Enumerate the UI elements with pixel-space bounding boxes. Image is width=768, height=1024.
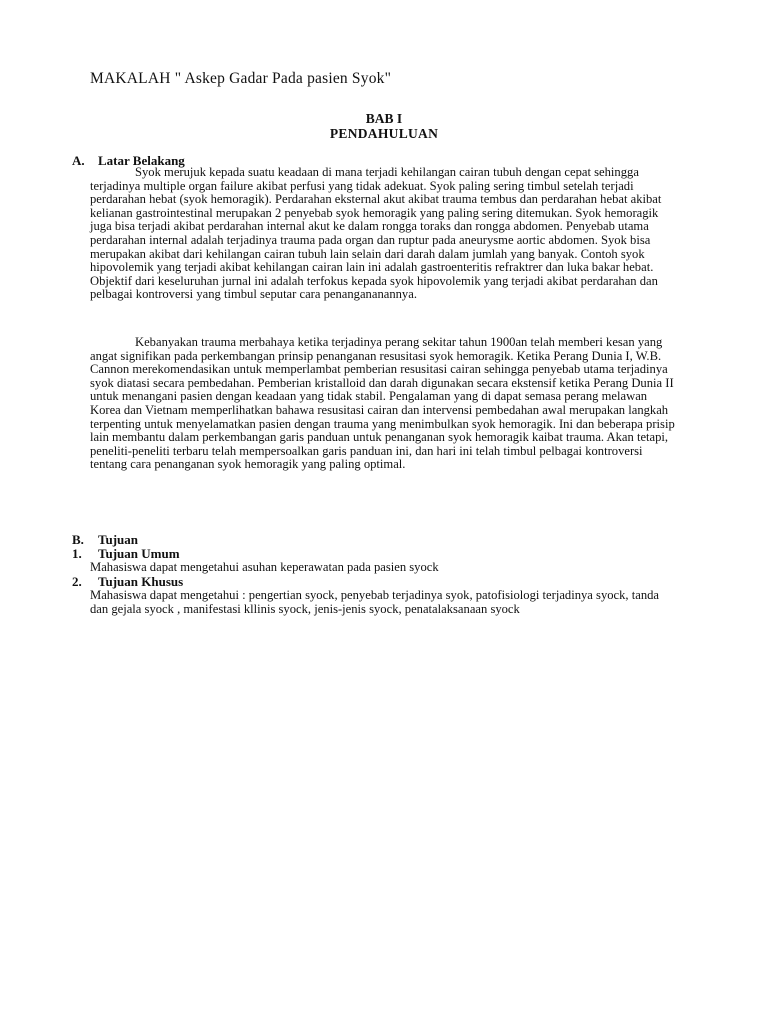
objective-specific-marker: 2. [72, 574, 82, 589]
section-a-marker: A. [72, 153, 85, 168]
objective-general-text: Mahasiswa dapat mengetahui asuhan keperawatan pada pasien syock [90, 560, 439, 574]
background-paragraph-2: Kebanyakan trauma merbahaya ketika terjadinya perang sekitar tahun 1900an telah memberi kesan yang angat signifikan pada perkembangan prinsip penanganan resusitasi syok hemoragik. Ketika Perang Dunia I, W.B. Cannon merekomendasikan untuk memperlambat pemberian resusitasi cairan sehingga penyebab utama terjadinya syok diatasi secara pembedahan. Pemberian kristalloid dan darah digunakan secara ekstensif ketika Perang Dunia II untuk menangani pasien dengan keadaan yang tidak stabil. Pengalaman yang di dapat semasa perang melawan Korea dan Vietnam memperlihatkan bahawa resusitasi cairan dan intervensi pembedahan awal merupakan langkah terpenting untuk menyelamatkan pasien dengan trauma yang menimbulkan syok hemoragik. Ini dan beberapa prisip lain membantu dalam perkembangan garis panduan untuk penanganan syok hemoragik kaibat trauma. Akan tetapi, peneliti-peneliti terbaru telah mempersoalkan garis panduan ini, dan hari ini telah timbul pelbagai kontroversi tentang cara penanganan syok hemoragik yang paling optimal. [90, 335, 675, 472]
objective-specific-title: Tujuan Khusus [98, 574, 184, 589]
section-b-title: Tujuan [98, 532, 138, 547]
section-b-marker: B. [72, 532, 84, 547]
chapter-number: BAB I [365, 111, 403, 126]
background-paragraph-1: Syok merujuk kepada suatu keadaan di mana terjadi kehilangan cairan tubuh dengan cepat sehingga terjadinya multiple organ failure akibat perfusi yang tidak adekuat. Syok paling sering timbul setelah terjadi perdarahan hebat (syok hemoragik). Perdarahan eksternal akut akibat trauma tembus dan perdarahan hebat akibat kelianan gastrointestinal merupakan 2 penyebab syok hemoragik yang paling sering ditemukan. Syok hemoragik juga bisa terjadi akibat perdarahan internal akut ke dalam rongga toraks dan rongga abdomen. Penyebab utama perdarahan internal adalah terjadinya trauma pada organ dan ruptur pada aneurysme aortic abdomen. Syok bisa merupakan akibat dari kehilangan cairan tubuh lain selain dari darah dalam jumlah yang banyak. Contoh syok hipovolemik yang terjadi akibat kehilangan cairan lain ini adalah gastroenteritis refraktrer dan luka bakar hebat. Objektif dari keseluruhan jurnal ini adalah terfokus kepada syok hipovolemik yang terjadi akibat perdarahan dan pelbagai kontroversi yang timbul seputar cara penangananannya. [90, 165, 662, 302]
objective-general-marker: 1. [72, 546, 82, 561]
objective-general-title: Tujuan Umum [98, 546, 180, 561]
chapter-title: PENDAHULUAN [329, 126, 439, 141]
document-title: MAKALAH " Askep Gadar Pada pasien Syok" [90, 70, 392, 87]
objective-specific-text: Mahasiswa dapat mengetahui : pengertian syock, penyebab terjadinya syok, patofisiologi terjadinya syock, tanda dan gejala syock , manifestasi kllinis syock, jenis-jenis syock, penatalaksanaan syock [90, 588, 660, 616]
section-a-title: Latar Belakang [98, 153, 185, 168]
